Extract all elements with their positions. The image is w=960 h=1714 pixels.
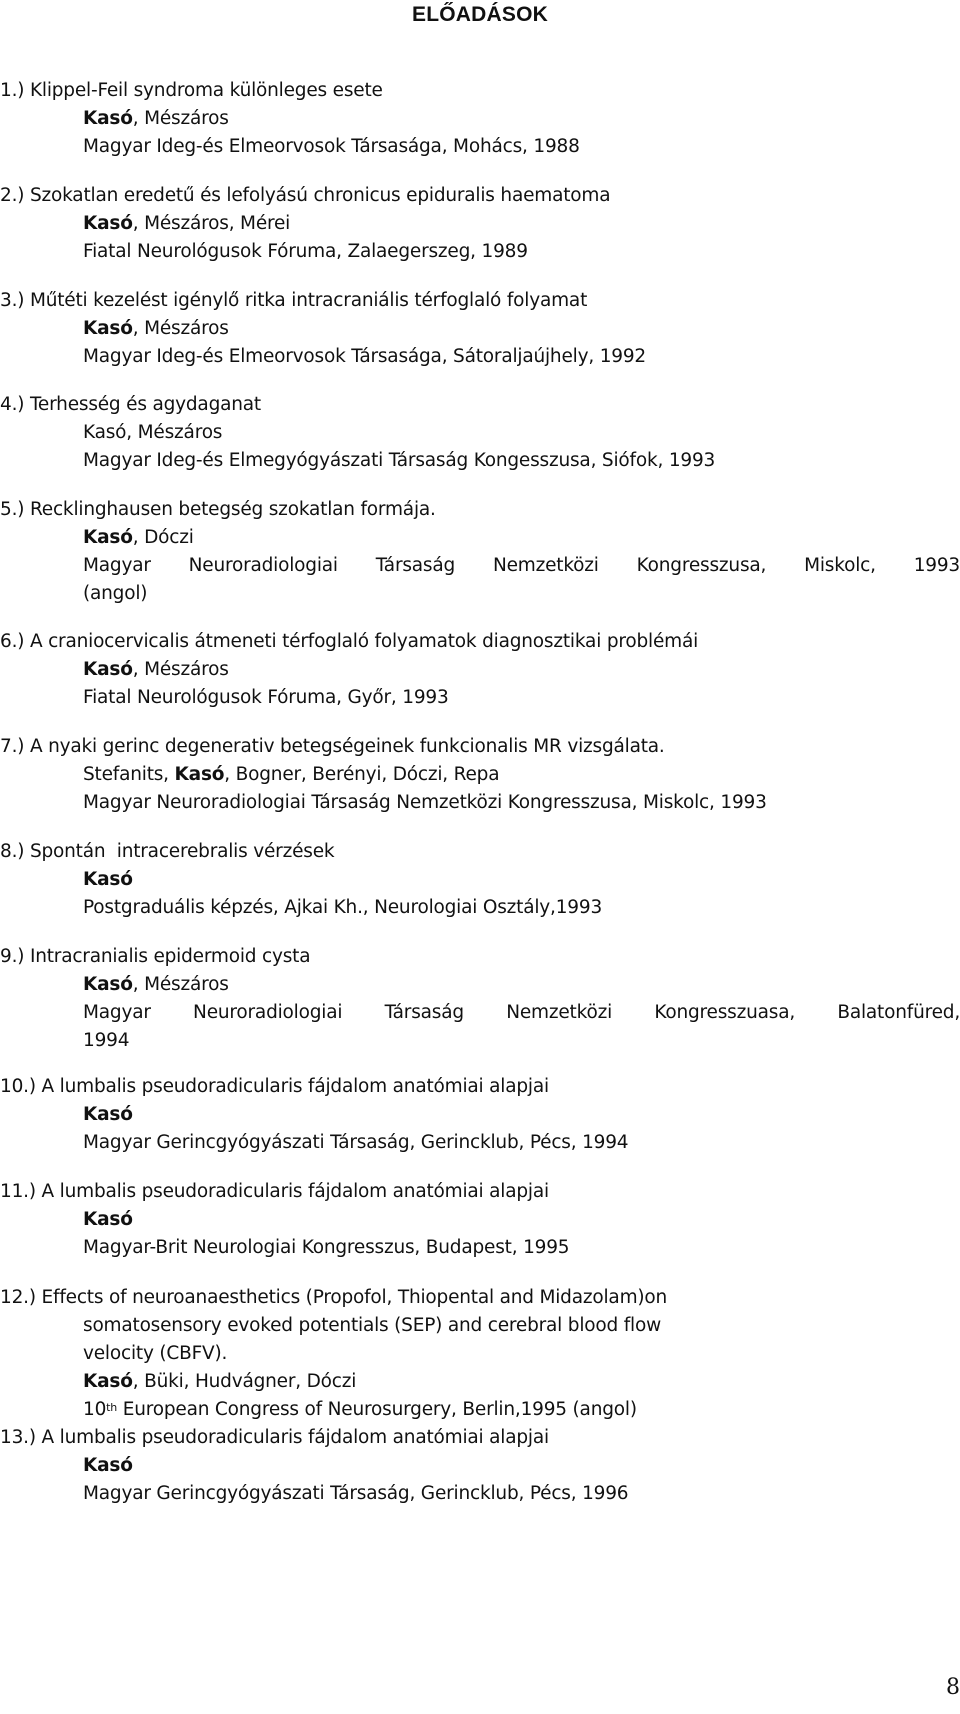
venue-ordinal: 10 bbox=[83, 1399, 107, 1420]
author-rest: , Mészáros bbox=[132, 659, 229, 680]
entry-authors bbox=[0, 524, 960, 552]
entry-authors bbox=[0, 1368, 960, 1396]
entry-heading-continued: somatosensory evoked potentials (SEP) and cerebral blood flow bbox=[83, 1315, 662, 1336]
author-rest: , Bogner, Berényi, Dóczi, Repa bbox=[224, 764, 500, 785]
lecture-entry-11 bbox=[0, 1178, 960, 1262]
author-bold: Kasó bbox=[83, 1209, 133, 1230]
entry-authors bbox=[0, 761, 960, 789]
entry-heading: 9.) Intracranialis epidermoid cysta bbox=[0, 946, 311, 967]
lecture-entry-2 bbox=[0, 182, 960, 266]
entry-authors bbox=[0, 866, 960, 894]
entry-authors bbox=[0, 971, 960, 999]
entry-heading: 4.) Terhesség és agydaganat bbox=[0, 394, 261, 415]
entry-heading: 1.) Klippel-Feil syndroma különleges esete bbox=[0, 80, 383, 101]
author-rest: , Mészáros bbox=[132, 318, 229, 339]
entry-heading: 2.) Szokatlan eredetű és lefolyású chronicus epiduralis haematoma bbox=[0, 185, 611, 206]
author-rest: , Dóczi bbox=[132, 527, 194, 548]
entry-venue: Magyar Ideg-és Elmegyógyászati Társaság Kongesszusa, Siófok, 1993 bbox=[83, 450, 716, 471]
entry-venue-continued: 1994 bbox=[83, 1030, 130, 1051]
entry-heading: 10.) A lumbalis pseudoradicularis fájdalom anatómiai alapjai bbox=[0, 1076, 549, 1097]
author-rest: , Mészáros bbox=[132, 974, 229, 995]
entry-heading: 5.) Recklinghausen betegség szokatlan formája. bbox=[0, 499, 436, 520]
entry-venue: Postgraduális képzés, Ajkai Kh., Neurologiai Osztály,1993 bbox=[83, 897, 603, 918]
lecture-entry-9 bbox=[0, 943, 960, 1055]
author-bold: Kasó bbox=[83, 869, 133, 890]
lecture-entry-6 bbox=[0, 628, 960, 712]
entry-venue: Magyar Neuroradiologiai Társaság Nemzetközi Kongresszusa, Miskolc, 1993 bbox=[83, 555, 960, 576]
author-bold: Kasó bbox=[83, 108, 133, 129]
entry-venue: Magyar Ideg-és Elmeorvosok Társasága, Sátoraljaújhely, 1992 bbox=[83, 346, 646, 367]
entry-venue: Magyar Ideg-és Elmeorvosok Társasága, Mohács, 1988 bbox=[83, 136, 580, 157]
page-number: 8 bbox=[946, 1675, 960, 1700]
entry-authors bbox=[0, 656, 960, 684]
author-bold: Kasó bbox=[83, 1455, 133, 1476]
lecture-entry-12 bbox=[0, 1284, 960, 1424]
entry-heading: 12.) Effects of neuroanaesthetics (Propofol, Thiopental and Midazolam)on bbox=[0, 1287, 668, 1308]
author-bold: Kasó bbox=[83, 318, 133, 339]
entry-venue: Magyar-Brit Neurologiai Kongresszus, Budapest, 1995 bbox=[83, 1237, 570, 1258]
entry-heading: 6.) A craniocervicalis átmeneti térfoglaló folyamatok diagnosztikai problémái bbox=[0, 631, 699, 652]
lecture-entry-5 bbox=[0, 496, 960, 608]
author-bold: Kasó bbox=[83, 1371, 133, 1392]
author-bold: Kasó bbox=[174, 764, 225, 785]
entry-authors bbox=[0, 1206, 960, 1234]
entry-venue: Magyar Neuroradiologiai Társaság Nemzetközi Kongresszuasa, Balatonfüred, bbox=[83, 1002, 960, 1023]
lecture-entry-13 bbox=[0, 1424, 960, 1508]
entry-authors bbox=[0, 1452, 960, 1480]
lecture-entry-8 bbox=[0, 838, 960, 922]
author-bold: Kasó bbox=[83, 527, 133, 548]
entry-venue bbox=[0, 1396, 960, 1424]
venue-text: European Congress of Neurosurgery, Berlin,1995 (angol) bbox=[117, 1399, 637, 1420]
lecture-entry-1 bbox=[0, 77, 960, 161]
author-bold: Kasó bbox=[83, 213, 133, 234]
entry-venue: Fiatal Neurológusok Fóruma, Zalaegerszeg, 1989 bbox=[83, 241, 528, 262]
entry-heading: 13.) A lumbalis pseudoradicularis fájdalom anatómiai alapjai bbox=[0, 1427, 549, 1448]
entry-venue: Magyar Gerincgyógyászati Társaság, Gerincklub, Pécs, 1994 bbox=[83, 1132, 629, 1153]
entry-authors bbox=[0, 105, 960, 133]
author-bold: Kasó bbox=[83, 1104, 133, 1125]
entry-heading-continued: velocity (CBFV). bbox=[83, 1343, 228, 1364]
entry-venue: Fiatal Neurológusok Fóruma, Győr, 1993 bbox=[83, 687, 449, 708]
entry-authors bbox=[0, 1101, 960, 1129]
entry-authors bbox=[0, 210, 960, 238]
lecture-entry-3 bbox=[0, 287, 960, 371]
author-rest: , Mészáros bbox=[132, 108, 229, 129]
author-pre: Stefanits, bbox=[83, 764, 175, 785]
venue-ordinal-suffix: th bbox=[106, 1401, 118, 1414]
entry-authors bbox=[0, 315, 960, 343]
author-rest: , Büki, Hudvágner, Dóczi bbox=[132, 1371, 357, 1392]
entry-heading: 8.) Spontán intracerebralis vérzések bbox=[0, 841, 335, 862]
lecture-entry-10 bbox=[0, 1073, 960, 1157]
lecture-entry-7 bbox=[0, 733, 960, 817]
entry-venue-continued: (angol) bbox=[83, 583, 148, 604]
entry-heading: 7.) A nyaki gerinc degenerativ betegségeinek funkcionalis MR vizsgálata. bbox=[0, 736, 665, 757]
lecture-entry-4 bbox=[0, 391, 960, 475]
entry-venue: Magyar Gerincgyógyászati Társaság, Gerincklub, Pécs, 1996 bbox=[83, 1483, 629, 1504]
author-bold: Kasó bbox=[83, 974, 133, 995]
author-bold: Kasó bbox=[83, 659, 133, 680]
entry-heading: 3.) Műtéti kezelést igénylő ritka intracraniális térfoglaló folyamat bbox=[0, 290, 588, 311]
author-rest: , Mészáros, Mérei bbox=[132, 213, 291, 234]
entry-heading: 11.) A lumbalis pseudoradicularis fájdalom anatómiai alapjai bbox=[0, 1181, 549, 1202]
entry-venue: Magyar Neuroradiologiai Társaság Nemzetközi Kongresszusa, Miskolc, 1993 bbox=[83, 792, 767, 813]
page-title: ELŐADÁSOK bbox=[412, 3, 548, 26]
entry-authors: Kasó, Mészáros bbox=[83, 422, 223, 443]
